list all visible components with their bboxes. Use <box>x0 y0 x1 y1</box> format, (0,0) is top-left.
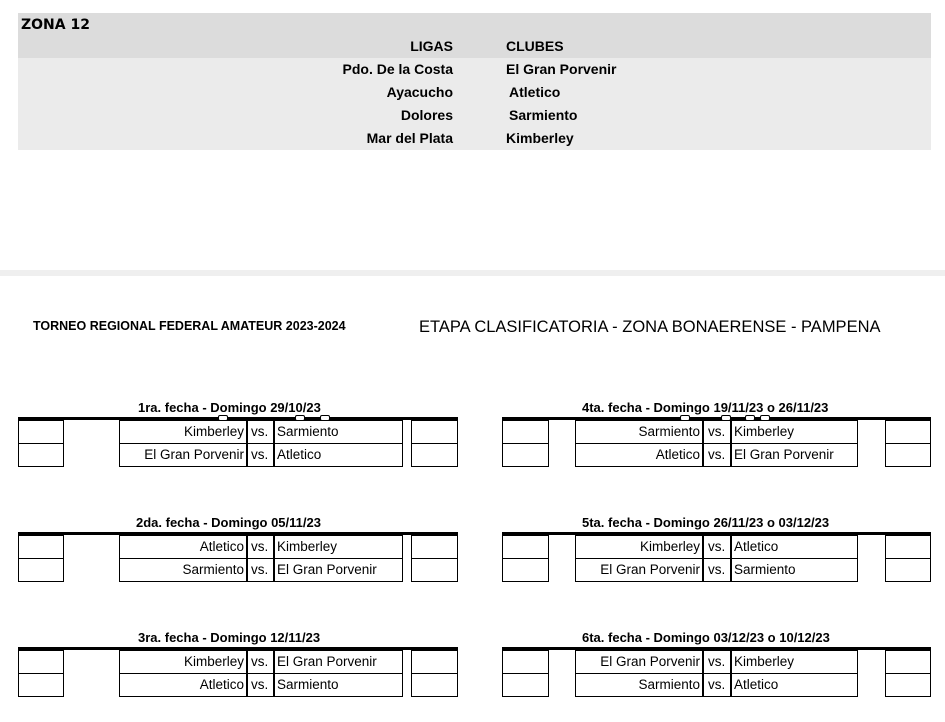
match-divider <box>246 535 248 559</box>
fecha-block <box>18 400 458 470</box>
home-team: El Gran Porvenir <box>600 562 700 577</box>
score-cell-left <box>18 443 64 467</box>
home-team: Kimberley <box>639 539 700 554</box>
zona-table <box>18 13 931 150</box>
club-name: El Gran Porvenir <box>506 61 617 77</box>
zona-row <box>18 130 453 148</box>
vs-label: vs. <box>708 654 726 669</box>
selection-handle-icon <box>680 415 690 421</box>
away-team: Kimberley <box>734 424 795 439</box>
score-cell-right <box>411 650 458 674</box>
club-name: Atletico <box>509 84 561 100</box>
fecha-block <box>18 515 458 585</box>
zona-row <box>18 61 453 79</box>
vs-label: vs. <box>251 654 269 669</box>
zona-row <box>18 107 453 125</box>
score-cell-left <box>18 650 64 674</box>
score-cell-right <box>885 420 931 444</box>
match-divider <box>702 558 704 582</box>
liga-name: Dolores <box>400 107 453 123</box>
score-cell-right <box>885 558 931 582</box>
etapa-title: ETAPA CLASIFICATORIA - ZONA BONAERENSE - PAMPENA <box>419 318 881 336</box>
vs-label: vs. <box>251 562 269 577</box>
home-team: Atletico <box>655 447 700 462</box>
away-team: Sarmiento <box>734 562 796 577</box>
score-cell-left <box>502 535 549 559</box>
match-divider <box>702 650 704 674</box>
match-divider <box>273 558 275 582</box>
away-team: Sarmiento <box>277 677 339 692</box>
club-name: Sarmiento <box>509 107 578 123</box>
away-team: Atletico <box>734 539 779 554</box>
score-cell-left <box>502 443 549 467</box>
torneo-title: TORNEO REGIONAL FEDERAL AMATEUR 2023-2024 <box>33 319 346 333</box>
home-team: Atletico <box>199 677 244 692</box>
match-divider <box>730 443 732 467</box>
match-divider <box>702 420 704 444</box>
away-team: Sarmiento <box>277 424 339 439</box>
fecha-title: 2da. fecha - Domingo 05/11/23 <box>136 515 321 530</box>
match-divider <box>702 535 704 559</box>
home-team: Sarmiento <box>182 562 244 577</box>
away-team: Kimberley <box>734 654 795 669</box>
selection-handle-icon <box>218 415 228 421</box>
match-divider <box>246 650 248 674</box>
score-cell-left <box>502 420 549 444</box>
home-team: El Gran Porvenir <box>600 654 700 669</box>
home-team: Kimberley <box>183 654 244 669</box>
fecha-title: 4ta. fecha - Domingo 19/11/23 o 26/11/23 <box>582 400 829 415</box>
vs-label: vs. <box>708 447 726 462</box>
score-cell-right <box>885 443 931 467</box>
away-team: El Gran Porvenir <box>277 562 377 577</box>
vs-label: vs. <box>251 447 269 462</box>
vs-label: vs. <box>251 677 269 692</box>
match-divider <box>273 673 275 697</box>
match-divider <box>246 673 248 697</box>
fecha-block <box>502 515 931 585</box>
selection-handle-icon <box>320 415 330 421</box>
match-divider <box>702 443 704 467</box>
liga-name: Pdo. De la Costa <box>342 61 453 77</box>
score-cell-left <box>502 558 549 582</box>
match-divider <box>273 420 275 444</box>
away-team: Atletico <box>277 447 322 462</box>
score-cell-left <box>502 673 549 697</box>
zona-title: ZONA 12 <box>21 17 90 33</box>
selection-handle-icon <box>295 415 305 421</box>
score-cell-left <box>18 558 64 582</box>
match-divider <box>730 650 732 674</box>
zona-header-band <box>18 13 931 58</box>
home-team: Sarmiento <box>638 424 700 439</box>
selection-handle-icon <box>760 415 770 421</box>
match-divider <box>273 535 275 559</box>
score-cell-right <box>411 673 458 697</box>
score-cell-right <box>411 420 458 444</box>
home-team: Sarmiento <box>638 677 700 692</box>
match-divider <box>730 535 732 559</box>
fecha-title: 6ta. fecha - Domingo 03/12/23 o 10/12/23 <box>582 630 830 645</box>
away-team: Kimberley <box>277 539 338 554</box>
match-divider <box>246 558 248 582</box>
vs-label: vs. <box>708 677 726 692</box>
vs-label: vs. <box>708 539 726 554</box>
match-divider <box>273 650 275 674</box>
score-cell-right <box>885 673 931 697</box>
selection-handle-icon <box>721 415 731 421</box>
home-team: Kimberley <box>183 424 244 439</box>
score-cell-right <box>885 650 931 674</box>
match-divider <box>273 443 275 467</box>
match-divider <box>246 443 248 467</box>
match-divider <box>730 673 732 697</box>
selection-handle-icon <box>745 415 755 421</box>
liga-name: Ayacucho <box>386 84 453 100</box>
liga-name: Mar del Plata <box>366 130 453 146</box>
page-separator <box>0 270 945 276</box>
vs-label: vs. <box>251 424 269 439</box>
fecha-title: 5ta. fecha - Domingo 26/11/23 o 03/12/23 <box>582 515 830 530</box>
fecha-block <box>18 630 458 700</box>
fecha-title: 3ra. fecha - Domingo 12/11/23 <box>138 630 321 645</box>
score-cell-right <box>411 558 458 582</box>
fecha-title: 1ra. fecha - Domingo 29/10/23 <box>138 400 321 415</box>
score-cell-left <box>502 650 549 674</box>
vs-label: vs. <box>251 539 269 554</box>
away-team: El Gran Porvenir <box>734 447 834 462</box>
match-divider <box>730 420 732 444</box>
home-team: El Gran Porvenir <box>144 447 244 462</box>
zona-row <box>18 84 453 102</box>
score-cell-left <box>18 420 64 444</box>
vs-label: vs. <box>708 562 726 577</box>
match-divider <box>702 673 704 697</box>
away-team: El Gran Porvenir <box>277 654 377 669</box>
fecha-block <box>502 400 931 470</box>
ligas-header: LIGAS <box>410 38 453 54</box>
score-cell-left <box>18 673 64 697</box>
fecha-block <box>502 630 931 700</box>
club-name: Kimberley <box>506 130 574 146</box>
score-cell-right <box>885 535 931 559</box>
match-divider <box>730 558 732 582</box>
away-team: Atletico <box>734 677 779 692</box>
vs-label: vs. <box>708 424 726 439</box>
score-cell-left <box>18 535 64 559</box>
home-team: Atletico <box>199 539 244 554</box>
clubes-header: CLUBES <box>506 38 564 54</box>
score-cell-right <box>411 535 458 559</box>
score-cell-right <box>411 443 458 467</box>
match-divider <box>246 420 248 444</box>
